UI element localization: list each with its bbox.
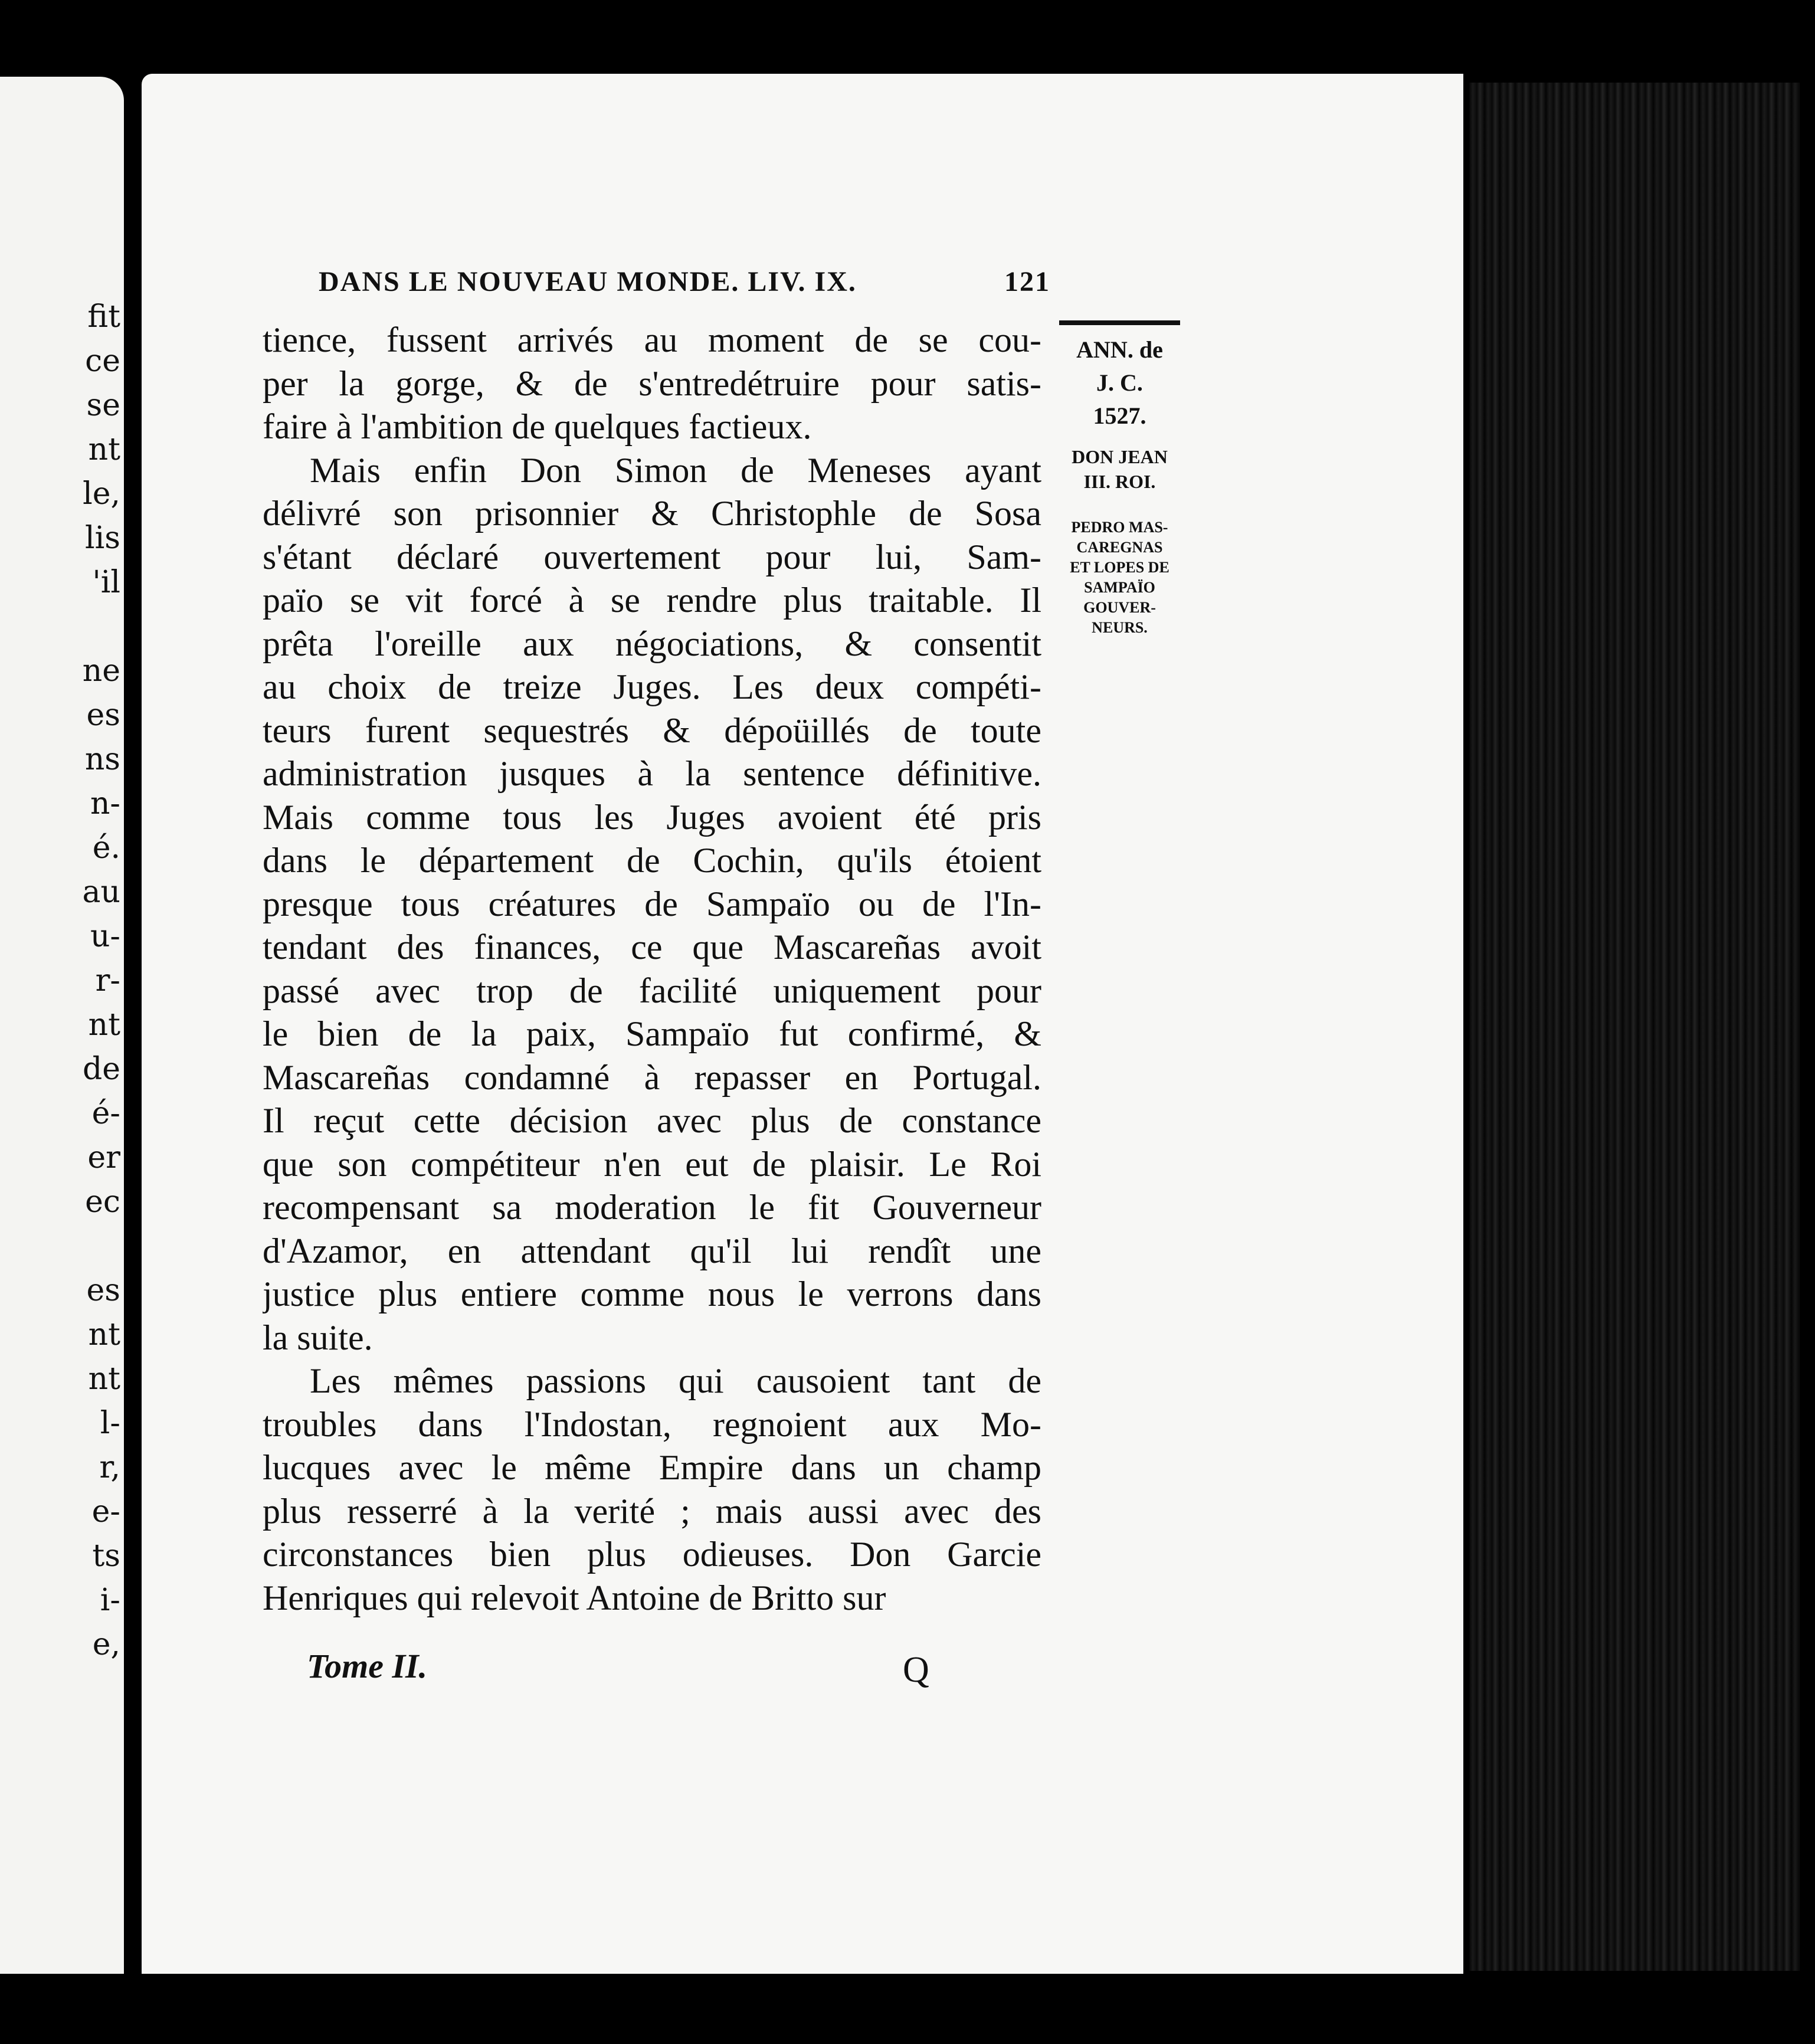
left-page-fragment: l- [100,1406,120,1441]
left-page-text-edge [32,295,120,1667]
left-page-fragment [32,1224,120,1269]
left-page-fragment: nt [88,1361,120,1397]
left-page-fragment: le, [83,476,120,512]
text-line: la suite. [263,1318,373,1357]
margin-note-reign [1056,444,1183,494]
left-page-fragment: es [86,697,120,733]
left-page-fragment: nt [88,1317,120,1352]
text-line: plus resserré à la verité ; mais aussi avec des [263,1491,1041,1531]
left-page-fragment: ns [84,742,120,777]
margin-note-year [1056,333,1183,433]
left-page-fragment: es [86,1273,120,1308]
volume-label: Tome II. [307,1647,428,1685]
margin-note-line: III. ROI. [1083,471,1156,492]
margin-note-line: NEURS. [1092,619,1148,636]
margin-note-line: PEDRO MAS- [1071,519,1168,536]
margin-note-line: J. C. [1096,369,1143,396]
left-page-fragment: au [82,874,120,910]
left-page-fragment: nt [88,432,120,467]
left-page-fragment: er [87,1140,120,1175]
left-page-fragment: ts [92,1538,120,1574]
left-page-fragment: r- [95,963,120,998]
margin-note-line: CAREGNAS [1076,539,1163,556]
left-page-fragment: ce [85,343,120,379]
left-page-fragment: e- [91,1494,120,1529]
margin-note-line: GOUVER- [1083,599,1156,616]
left-page-fragment: é- [91,1096,120,1131]
margin-note-line: DON JEAN [1072,446,1168,467]
text-line: per la gorge, & de s'entredétruire pour satis- [263,363,1041,403]
left-page-fragment: lis [85,520,120,556]
left-page [0,77,124,1974]
text-line: Mascareñas condamné à repasser en Portugal. [263,1057,1041,1097]
running-title: DANS LE NOUVEAU MONDE. LIV. IX. [319,266,857,297]
text-line: au choix de treize Juges. Les deux compéti- [263,667,1041,706]
body-text [263,319,1041,1620]
text-line: s'étant déclaré ouvertement pour lui, Sam- [263,537,1041,576]
text-line: teurs furent sequestrés & dépoüillés de toute [263,710,1041,750]
text-line: faire à l'ambition de quelques factieux. [263,407,812,446]
left-page-fragment: se [86,388,120,423]
left-page-fragment: de [82,1052,120,1087]
left-page-fragment: fit [87,299,120,335]
margin-notes [1056,333,1183,638]
left-page-fragment: e, [92,1627,120,1662]
text-line: tience, fussent arrivés au moment de se cou- [263,320,1041,359]
text-line: prêta l'oreille aux négociations, & consentit [263,624,1041,663]
text-line: administration jusques à la sentence définitive. [263,754,1041,793]
text-line: délivré son prisonnier & Christophle de Sosa [263,494,1041,533]
margin-note-line: SAMPAÏO [1084,579,1155,596]
left-page-fragment: é. [92,830,120,866]
left-page-fragment [32,605,120,649]
text-line: circonstances bien plus odieuses. Don Garcie [263,1535,1041,1574]
margin-note-governors [1056,517,1183,638]
left-page-fragment: r, [99,1450,120,1485]
left-page-fragment: n- [90,786,120,821]
text-line: passé avec trop de facilité uniquement pour [263,971,1041,1010]
book-page-edges [1469,83,1800,1971]
text-line: recompensant sa moderation le fit Gouverneur [263,1188,1041,1227]
text-line: que son compétiteur n'en eut de plaisir. Le Roi [263,1144,1041,1184]
text-line: troubles dans l'Indostan, regnoient aux Mo- [263,1404,1041,1444]
text-line: d'Azamor, en attendant qu'il lui rendît une [263,1231,1041,1270]
left-page-fragment: nt [88,1007,120,1043]
text-line: justice plus entiere comme nous le verrons dans [263,1275,1041,1313]
left-page-fragment: u- [90,919,120,954]
left-page-fragment: i- [100,1583,120,1618]
text-line: le bien de la paix, Sampaïo fut confirmé, & [263,1014,1041,1053]
text-line: dans le département de Cochin, qu'ils étoient [263,841,1041,880]
text-line: Mais enfin Don Simon de Meneses ayant [310,450,1041,490]
text-line: Mais comme tous les Juges avoient été pris [263,797,1041,837]
text-line: païo se vit forcé à se rendre plus traitable. Il [263,581,1041,620]
text-line: Les mêmes passions qui causoient tant de [310,1361,1041,1400]
left-page-fragment: ne [82,653,120,689]
text-line: Henriques qui relevoit Antoine de Britto sur [263,1578,886,1617]
margin-note-line: 1527. [1093,402,1146,429]
text-line: lucques avec le même Empire dans un champ [263,1448,1041,1487]
margin-rule [1059,320,1180,325]
margin-note-line: ET LOPES DE [1070,559,1169,576]
left-page-fragment: ec [85,1184,120,1220]
running-header [319,266,1050,298]
left-page-fragment: 'il [92,565,120,600]
page-number: 121 [1004,266,1050,297]
text-line: presque tous créatures de Sampaïo ou de l'In- [263,884,1041,923]
text-line: Il reçut cette décision avec plus de constance [263,1101,1041,1140]
margin-note-line: ANN. de [1076,336,1163,363]
text-line: tendant des finances, ce que Mascareñas avoit [263,928,1041,967]
signature-mark: Q [903,1650,929,1690]
